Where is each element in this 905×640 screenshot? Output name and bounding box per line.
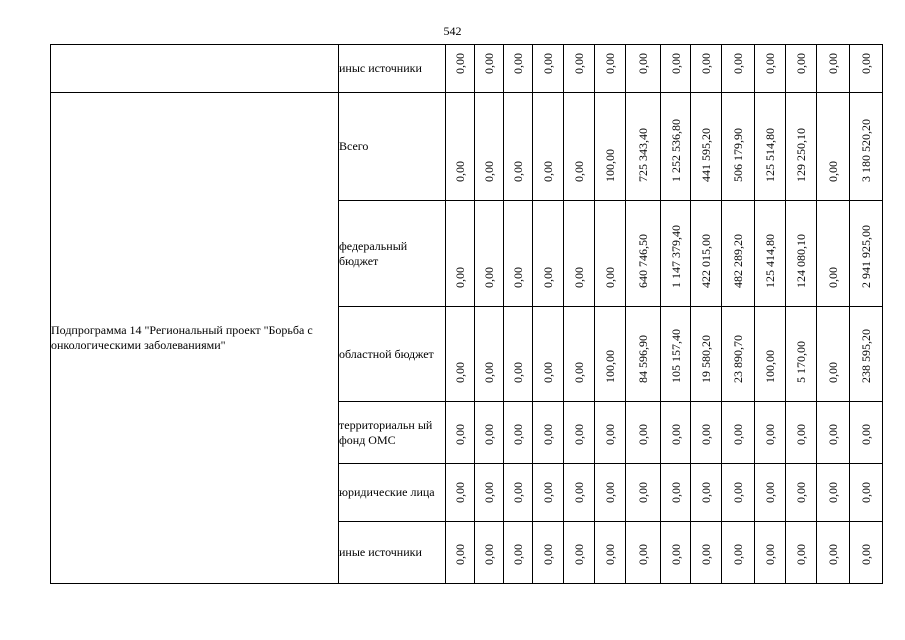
- value-text: 0,00: [541, 362, 555, 383]
- value-cell: [755, 201, 786, 307]
- value-cell: [786, 307, 817, 402]
- value-cell: [533, 522, 564, 584]
- value-cell: [564, 93, 595, 201]
- value-text: 0,00: [826, 544, 840, 565]
- value-cell: [850, 402, 883, 464]
- value-text: 1 147 379,40: [668, 225, 683, 288]
- value-cell: [817, 45, 850, 93]
- value-text: 0,00: [826, 482, 840, 503]
- value-cell: [595, 93, 626, 201]
- value-text: 19 580,20: [699, 335, 713, 383]
- value-text: 0,00: [572, 267, 586, 288]
- value-cell: [595, 464, 626, 522]
- value-text: 0,00: [636, 53, 650, 74]
- funding-source: областной бюджет: [339, 307, 446, 402]
- value-text: 0,00: [603, 424, 617, 445]
- value-cell: [786, 464, 817, 522]
- value-text: 0,00: [511, 362, 525, 383]
- value-cell: [691, 307, 722, 402]
- value-text: 0,00: [453, 482, 467, 503]
- value-cell: [755, 402, 786, 464]
- value-cell: [755, 45, 786, 93]
- value-text: 0,00: [668, 544, 683, 565]
- value-cell: [817, 93, 850, 201]
- value-cell: [691, 93, 722, 201]
- value-cell: [817, 522, 850, 584]
- value-text: 0,00: [482, 267, 496, 288]
- value-cell: [504, 45, 533, 93]
- value-text: 0,00: [572, 482, 586, 503]
- value-cell: [850, 522, 883, 584]
- value-text: 0,00: [794, 53, 808, 74]
- value-cell: [564, 402, 595, 464]
- value-text: 506 179,90: [731, 128, 745, 182]
- value-cell: [722, 402, 755, 464]
- value-cell: [504, 201, 533, 307]
- value-text: 125 514,80: [763, 128, 777, 182]
- value-cell: [595, 307, 626, 402]
- value-text: 2 941 925,00: [859, 225, 873, 288]
- value-cell: [504, 522, 533, 584]
- value-cell: [475, 93, 504, 201]
- value-text: 0,00: [731, 544, 745, 565]
- value-cell: [817, 402, 850, 464]
- value-cell: [626, 522, 661, 584]
- value-cell: [755, 93, 786, 201]
- value-text: 0,00: [731, 53, 745, 74]
- value-text: 0,00: [453, 424, 467, 445]
- value-cell: [475, 201, 504, 307]
- value-text: 84 596,90: [636, 335, 650, 383]
- value-text: 129 250,10: [794, 128, 808, 182]
- value-text: 0,00: [763, 482, 777, 503]
- value-cell: [564, 522, 595, 584]
- value-cell: [446, 93, 475, 201]
- value-text: 0,00: [482, 424, 496, 445]
- value-cell: [691, 45, 722, 93]
- value-text: 0,00: [731, 482, 745, 503]
- value-text: 0,00: [668, 53, 683, 74]
- value-cell: [564, 464, 595, 522]
- value-text: 0,00: [603, 544, 617, 565]
- value-cell: [595, 201, 626, 307]
- value-cell: [691, 522, 722, 584]
- value-cell: [533, 402, 564, 464]
- value-text: 125 414,80: [763, 234, 777, 288]
- value-cell: [475, 522, 504, 584]
- value-text: 0,00: [482, 544, 496, 565]
- value-cell: [475, 45, 504, 93]
- value-text: 0,00: [453, 362, 467, 383]
- value-text: 0,00: [763, 53, 777, 74]
- value-cell: [722, 522, 755, 584]
- value-text: 0,00: [453, 544, 467, 565]
- value-text: 100,00: [763, 350, 777, 383]
- value-text: 0,00: [636, 424, 650, 445]
- value-cell: [661, 402, 691, 464]
- value-text: 0,00: [859, 544, 873, 565]
- value-text: 0,00: [826, 424, 840, 445]
- value-text: 0,00: [482, 161, 496, 182]
- empty-cell: [51, 45, 339, 93]
- value-text: 482 289,20: [731, 234, 745, 288]
- value-cell: [446, 402, 475, 464]
- value-cell: [661, 93, 691, 201]
- value-text: 0,00: [541, 424, 555, 445]
- value-cell: [626, 93, 661, 201]
- value-cell: [817, 307, 850, 402]
- value-text: 1 252 536,80: [668, 119, 683, 182]
- value-cell: [626, 402, 661, 464]
- value-text: 0,00: [482, 482, 496, 503]
- value-text: 0,00: [699, 424, 713, 445]
- value-cell: [564, 307, 595, 402]
- value-text: 0,00: [482, 362, 496, 383]
- value-cell: [595, 522, 626, 584]
- value-text: 0,00: [541, 53, 555, 74]
- value-cell: [786, 45, 817, 93]
- value-text: 0,00: [699, 53, 713, 74]
- value-cell: [850, 307, 883, 402]
- value-text: 0,00: [541, 544, 555, 565]
- value-cell: [533, 307, 564, 402]
- value-cell: [786, 93, 817, 201]
- value-text: 238 595,20: [859, 329, 873, 383]
- value-cell: [564, 45, 595, 93]
- value-text: 105 157,40: [668, 329, 683, 383]
- table-row: [51, 93, 883, 201]
- value-cell: [850, 201, 883, 307]
- value-text: 0,00: [699, 544, 713, 565]
- value-cell: [446, 464, 475, 522]
- value-text: 0,00: [794, 544, 808, 565]
- value-cell: [533, 201, 564, 307]
- value-cell: [533, 93, 564, 201]
- value-cell: [786, 402, 817, 464]
- value-text: 0,00: [826, 161, 840, 182]
- value-text: 0,00: [541, 482, 555, 503]
- value-cell: [661, 307, 691, 402]
- value-text: 0,00: [572, 53, 586, 74]
- value-cell: [722, 45, 755, 93]
- value-cell: [661, 45, 691, 93]
- value-text: 0,00: [859, 53, 873, 74]
- value-text: 0,00: [763, 544, 777, 565]
- value-text: 0,00: [511, 53, 525, 74]
- value-text: 0,00: [453, 161, 467, 182]
- value-text: 0,00: [511, 161, 525, 182]
- value-cell: [755, 522, 786, 584]
- value-text: 0,00: [636, 544, 650, 565]
- funding-source: иныс источники: [339, 45, 446, 93]
- value-cell: [786, 201, 817, 307]
- value-text: 0,00: [541, 267, 555, 288]
- value-cell: [626, 464, 661, 522]
- funding-source: Всего: [339, 93, 446, 201]
- value-cell: [446, 522, 475, 584]
- value-cell: [475, 307, 504, 402]
- value-cell: [817, 201, 850, 307]
- value-text: 0,00: [511, 267, 525, 288]
- funding-source: иные источники: [339, 522, 446, 584]
- value-cell: [626, 201, 661, 307]
- value-cell: [691, 201, 722, 307]
- value-text: 0,00: [453, 267, 467, 288]
- value-cell: [755, 464, 786, 522]
- funding-source: федеральный бюджет: [339, 201, 446, 307]
- value-text: 0,00: [572, 362, 586, 383]
- value-cell: [626, 45, 661, 93]
- value-text: 124 080,10: [794, 234, 808, 288]
- value-cell: [564, 201, 595, 307]
- value-text: 0,00: [511, 544, 525, 565]
- value-text: 0,00: [826, 267, 840, 288]
- value-cell: [504, 464, 533, 522]
- table-row: [51, 45, 883, 93]
- value-cell: [504, 307, 533, 402]
- value-cell: [817, 464, 850, 522]
- value-text: 5 170,00: [794, 341, 808, 383]
- funding-source: юридические лица: [339, 464, 446, 522]
- value-text: 0,00: [731, 424, 745, 445]
- value-text: 0,00: [572, 424, 586, 445]
- value-text: 0,00: [859, 482, 873, 503]
- value-text: 0,00: [699, 482, 713, 503]
- value-cell: [626, 307, 661, 402]
- value-cell: [595, 45, 626, 93]
- value-cell: [722, 307, 755, 402]
- value-cell: [661, 201, 691, 307]
- value-text: 23 890,70: [731, 335, 745, 383]
- value-cell: [850, 93, 883, 201]
- budget-table: [50, 44, 883, 584]
- page-number: 542: [443, 24, 462, 38]
- value-cell: [446, 307, 475, 402]
- subprogram-title: Подпрограмма 14 "Региональный проект "Борьба с онкологическими заболеваниями": [51, 93, 339, 584]
- value-text: 0,00: [636, 482, 650, 503]
- value-cell: [533, 464, 564, 522]
- value-text: 3 180 520,20: [859, 119, 873, 182]
- value-cell: [722, 201, 755, 307]
- value-text: 0,00: [541, 161, 555, 182]
- value-cell: [533, 45, 564, 93]
- value-cell: [475, 402, 504, 464]
- value-text: 0,00: [826, 53, 840, 74]
- value-text: 422 015,00: [699, 234, 713, 288]
- value-cell: [661, 464, 691, 522]
- value-text: 0,00: [482, 53, 496, 74]
- value-text: 0,00: [603, 53, 617, 74]
- value-text: 0,00: [826, 362, 840, 383]
- value-cell: [691, 464, 722, 522]
- value-text: 0,00: [572, 161, 586, 182]
- value-text: 100,00: [603, 350, 617, 383]
- value-text: 640 746,50: [636, 234, 650, 288]
- value-cell: [504, 93, 533, 201]
- value-text: 441 595,20: [699, 128, 713, 182]
- value-text: 0,00: [511, 424, 525, 445]
- value-cell: [661, 522, 691, 584]
- value-text: 0,00: [572, 544, 586, 565]
- value-cell: [850, 45, 883, 93]
- value-text: 100,00: [603, 149, 617, 182]
- value-cell: [722, 93, 755, 201]
- value-text: 0,00: [763, 424, 777, 445]
- value-cell: [446, 201, 475, 307]
- value-text: 0,00: [453, 53, 467, 74]
- value-cell: [850, 464, 883, 522]
- value-text: 0,00: [794, 482, 808, 503]
- value-cell: [446, 45, 475, 93]
- value-text: 0,00: [859, 424, 873, 445]
- value-text: 0,00: [668, 482, 683, 503]
- value-cell: [722, 464, 755, 522]
- value-cell: [786, 522, 817, 584]
- value-cell: [755, 307, 786, 402]
- value-text: 0,00: [794, 424, 808, 445]
- funding-source: территориальн ый фонд ОМС: [339, 402, 446, 464]
- value-text: 725 343,40: [636, 128, 650, 182]
- value-text: 0,00: [511, 482, 525, 503]
- value-cell: [595, 402, 626, 464]
- value-text: 0,00: [603, 267, 617, 288]
- value-text: 0,00: [603, 482, 617, 503]
- value-cell: [504, 402, 533, 464]
- value-cell: [475, 464, 504, 522]
- value-cell: [691, 402, 722, 464]
- value-text: 0,00: [668, 424, 683, 445]
